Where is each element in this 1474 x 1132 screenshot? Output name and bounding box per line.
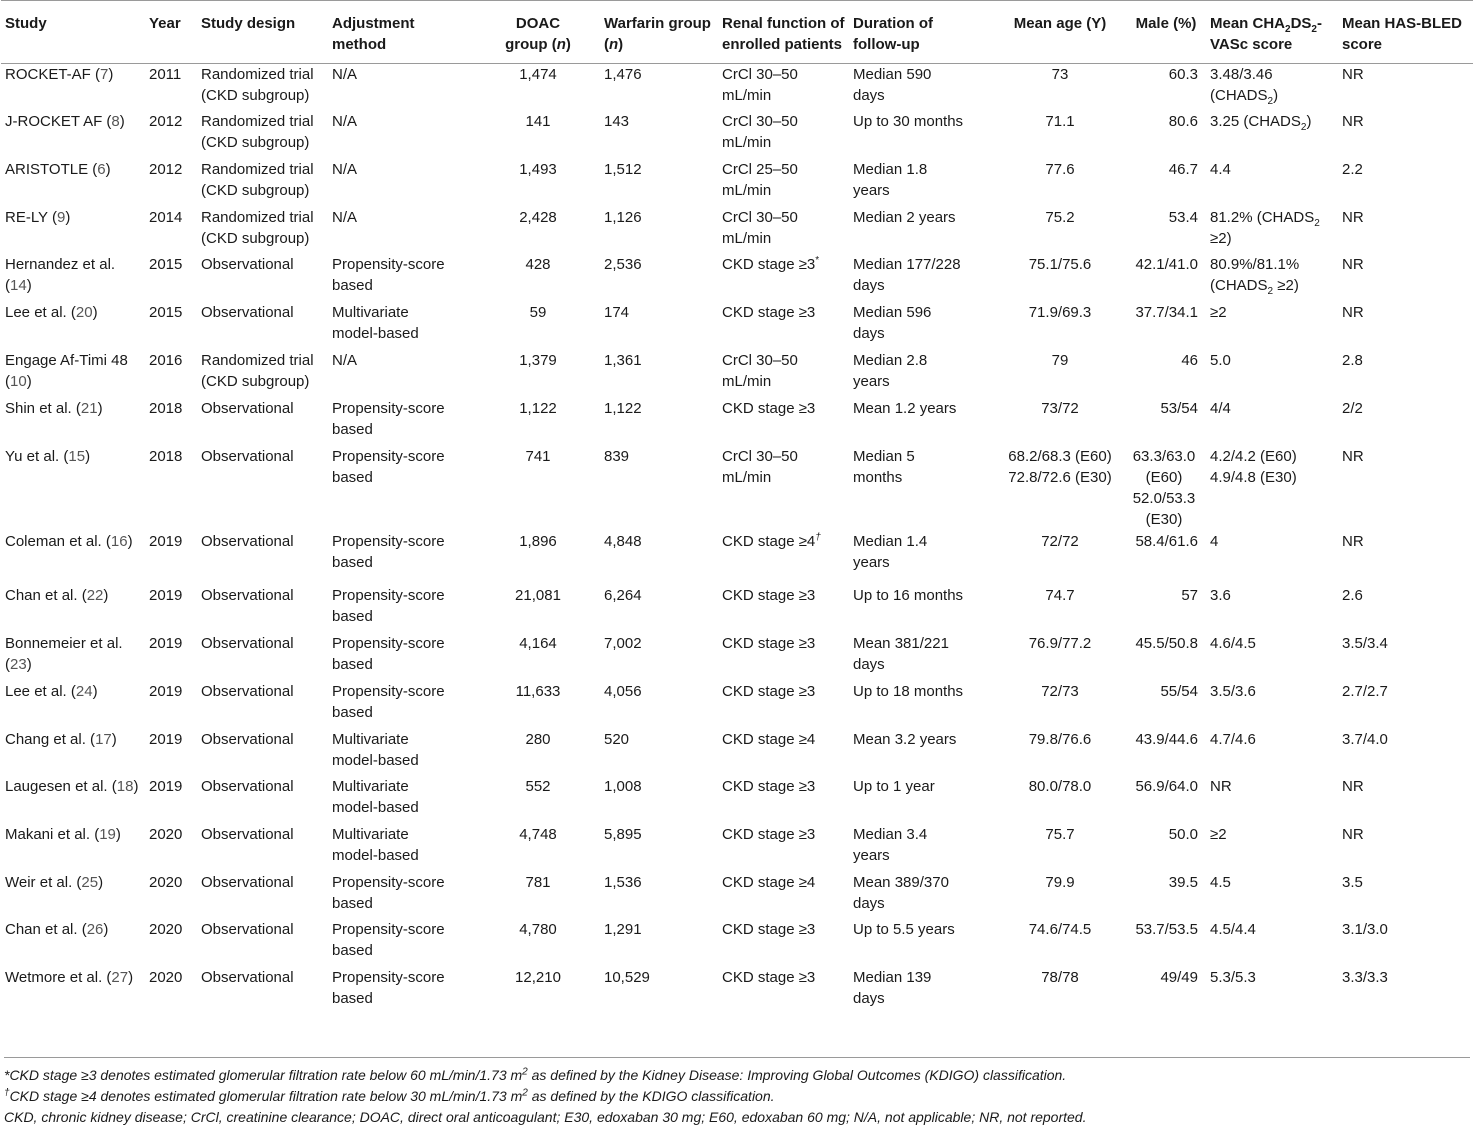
cell-renal-function: CKD stage ≥4 <box>722 873 816 891</box>
cell-mean-age: 72/73 <box>1041 682 1079 700</box>
cell-doac-n: 1,379 <box>519 351 557 369</box>
cell-follow-up: Median 2.8 years <box>853 351 928 390</box>
cell-warfarin-n: 1,361 <box>604 351 642 369</box>
table-header-row <box>1 1 1473 64</box>
cell-study-design: Randomized trial (CKD subgroup) <box>201 66 314 104</box>
table-row <box>1 872 1473 919</box>
cell-cha2ds2-vasc: 4.2/4.2 (E60) 4.9/4.8 (E30) <box>1210 447 1297 486</box>
cell-study: Yu et al. (15) <box>5 447 91 465</box>
cell-renal-function: CrCl 30–50 mL/min <box>722 208 798 247</box>
cell-study-design: Observational <box>201 920 294 938</box>
cell-year: 2015 <box>149 255 183 273</box>
study-characteristics-table <box>1 0 1473 1015</box>
cell-adjustment-method: Propensity-score based <box>332 682 445 721</box>
cell-has-bled: 3.3/3.3 <box>1342 968 1388 986</box>
table-body <box>1 64 1473 1015</box>
cell-year: 2019 <box>149 634 183 652</box>
footnote-abbreviations: CKD, chronic kidney disease; CrCl, creatinine clearance; DOAC, direct oral anticoagulant; E30, edoxaban 30 mg; E60, edoxaban 60 mg; N/A, not applicable; NR, not reported. <box>4 1109 1087 1125</box>
header-doac-group: DOAC group (n) <box>488 1 588 64</box>
cell-mean-age: 71.1 <box>1045 112 1075 130</box>
cell-doac-n: 280 <box>525 730 551 748</box>
cell-has-bled: NR <box>1342 532 1364 550</box>
cell-adjustment-method: Propensity-score based <box>332 399 445 438</box>
cell-mean-age: 79.9 <box>1045 873 1075 891</box>
cell-study: Engage Af-Timi 48 (10) <box>5 351 128 390</box>
cell-male-pct: 43.9/44.6 <box>1135 730 1198 748</box>
cell-male-pct: 46.7 <box>1168 160 1198 178</box>
cell-adjustment-method: Multivariate model-based <box>332 730 419 769</box>
cell-cha2ds2-vasc: 4 <box>1210 532 1219 550</box>
cell-male-pct: 56.9/64.0 <box>1135 777 1198 795</box>
cell-warfarin-n: 839 <box>604 447 630 465</box>
cell-has-bled: 2.2 <box>1342 160 1363 178</box>
cell-warfarin-n: 1,122 <box>604 399 642 417</box>
cell-study: ROCKET-AF (7) <box>5 66 114 83</box>
header-adjustment-method: Adjustment method <box>328 1 488 64</box>
cell-renal-function: CKD stage ≥3* <box>722 254 820 273</box>
cell-study-design: Randomized trial (CKD subgroup) <box>201 160 314 199</box>
cell-cha2ds2-vasc: 5.0 <box>1210 351 1231 369</box>
cell-doac-n: 552 <box>525 777 551 795</box>
table-row <box>1 824 1473 872</box>
cell-year: 2019 <box>149 682 183 700</box>
cell-doac-n: 741 <box>525 447 551 465</box>
cell-study-design: Randomized trial (CKD subgroup) <box>201 112 314 151</box>
cell-follow-up: Mean 389/370 days <box>853 873 949 912</box>
cell-study: Hernandez et al. (14) <box>5 255 116 294</box>
cell-male-pct: 53.4 <box>1168 208 1198 226</box>
cell-mean-age: 75.1/75.6 <box>1028 255 1092 273</box>
cell-year: 2015 <box>149 303 183 321</box>
cell-study-design: Observational <box>201 634 294 652</box>
cell-male-pct: 55/54 <box>1160 682 1198 700</box>
cell-cha2ds2-vasc: 3.48/3.46 $(CHADS_2)$ <box>1210 66 1279 107</box>
cell-follow-up: Median 5 months <box>853 447 915 486</box>
cell-mean-age: 78/78 <box>1041 968 1079 986</box>
cell-study-design: Observational <box>201 825 294 843</box>
cell-adjustment-method: N/A <box>332 351 358 369</box>
cell-has-bled: 3.1/3.0 <box>1342 920 1388 938</box>
cell-study: Weir et al. (25) <box>5 873 104 891</box>
cell-study: Coleman et al. (16) <box>5 532 133 550</box>
cell-doac-n: 1,896 <box>519 532 557 550</box>
cell-follow-up: Median 590 days <box>853 66 932 104</box>
cell-doac-n: 59 <box>529 303 547 321</box>
cell-cha2ds2-vasc: 5.3/5.3 <box>1210 968 1256 986</box>
table-row <box>1 302 1473 350</box>
cell-adjustment-method: Propensity-score based <box>332 532 445 571</box>
cell-year: 2016 <box>149 351 183 369</box>
cell-male-pct: 53/54 <box>1160 399 1198 417</box>
cell-warfarin-n: 6,264 <box>604 586 642 604</box>
table-footnotes <box>4 1057 1470 1128</box>
cell-follow-up: Mean 1.2 years <box>853 399 957 417</box>
cell-follow-up: Up to 18 months <box>853 682 964 700</box>
cell-cha2ds2-vasc: ≥2 <box>1210 303 1227 321</box>
cell-adjustment-method: Multivariate model-based <box>332 303 419 342</box>
cell-cha2ds2-vasc: 4.4 <box>1210 160 1231 178</box>
cell-follow-up: Median 1.8 years <box>853 160 928 199</box>
cell-warfarin-n: 2,536 <box>604 255 642 273</box>
cell-year: 2018 <box>149 447 183 465</box>
cell-doac-n: 4,164 <box>519 634 557 652</box>
cell-doac-n: 1,474 <box>519 66 557 83</box>
cell-cha2ds2-vasc: 4.5 <box>1210 873 1231 891</box>
cell-warfarin-n: 1,008 <box>604 777 642 795</box>
cell-adjustment-method: N/A <box>332 112 358 130</box>
table-row <box>1 967 1473 1015</box>
cell-has-bled: NR <box>1342 112 1364 130</box>
cell-year: 2018 <box>149 399 183 417</box>
cell-warfarin-n: 174 <box>604 303 630 321</box>
cell-adjustment-method: Propensity-score based <box>332 255 445 294</box>
table-row <box>1 585 1473 633</box>
cell-study: J-ROCKET AF (8) <box>5 112 125 130</box>
cell-mean-age: 75.2 <box>1045 208 1075 226</box>
cell-renal-function: CKD stage ≥3 <box>722 634 816 652</box>
header-cha2ds2-vasc: Mean $CHA_2DS_2$-VASc score <box>1206 1 1338 64</box>
cell-doac-n: 12,210 <box>515 968 561 986</box>
cell-study: Makani et al. (19) <box>5 825 121 843</box>
header-study: Study <box>1 1 145 64</box>
cell-renal-function: CKD stage ≥3 <box>722 920 816 938</box>
header-duration: Duration of follow-up <box>849 1 994 64</box>
cell-follow-up: Up to 1 year <box>853 777 935 795</box>
cell-warfarin-n: 4,056 <box>604 682 642 700</box>
cell-cha2ds2-vasc: 4.6/4.5 <box>1210 634 1256 652</box>
cell-study: RE-LY (9) <box>5 208 71 226</box>
cell-year: 2020 <box>149 873 183 891</box>
cell-doac-n: 4,780 <box>519 920 557 938</box>
cell-renal-function: CKD stage ≥4 <box>722 730 816 748</box>
footnote-ckd-stage-4: †CKD stage ≥4 denotes estimated glomerular filtration rate below 30 mL/min/1.73 $m^2$ as defined by the KDIGO classification. <box>4 1087 775 1104</box>
cell-follow-up: Mean 3.2 years <box>853 730 957 748</box>
cell-male-pct: 60.3 <box>1168 66 1198 83</box>
cell-renal-function: CrCl 30–50 mL/min <box>722 351 798 390</box>
header-has-bled: Mean HAS-BLED score <box>1338 1 1473 64</box>
cell-adjustment-method: Multivariate model-based <box>332 825 419 864</box>
cell-year: 2020 <box>149 968 183 986</box>
cell-study: Lee et al. (20) <box>5 303 98 321</box>
cell-adjustment-method: N/A <box>332 160 358 178</box>
cell-study-design: Observational <box>201 255 294 273</box>
header-renal-function: Renal function of enrolled patients <box>718 1 849 64</box>
cell-has-bled: 3.5/3.4 <box>1342 634 1388 652</box>
cell-renal-function: CrCl 30–50 mL/min <box>722 112 798 151</box>
cell-renal-function: CKD stage ≥4† <box>722 531 821 550</box>
cell-cha2ds2-vasc: 4/4 <box>1210 399 1231 417</box>
cell-adjustment-method: Propensity-score based <box>332 447 445 486</box>
cell-cha2ds2-vasc: NR <box>1210 777 1232 795</box>
cell-adjustment-method: N/A <box>332 208 358 226</box>
cell-follow-up: Median 2 years <box>853 208 956 226</box>
cell-warfarin-n: 143 <box>604 112 630 130</box>
cell-renal-function: CKD stage ≥3 <box>722 682 816 700</box>
cell-warfarin-n: 1,476 <box>604 66 642 83</box>
table-row <box>1 254 1473 302</box>
cell-doac-n: 141 <box>525 112 551 130</box>
cell-mean-age: 73 <box>1051 66 1069 83</box>
cell-male-pct: 58.4/61.6 <box>1135 532 1198 550</box>
cell-doac-n: 1,122 <box>519 399 557 417</box>
cell-male-pct: 63.3/63.0 (E60) 52.0/53.3 (E30) <box>1132 447 1196 528</box>
table-row <box>1 531 1473 585</box>
cell-follow-up: Median 177/228 days <box>853 255 961 294</box>
cell-follow-up: Median 596 days <box>853 303 932 342</box>
cell-year: 2020 <box>149 920 183 938</box>
cell-warfarin-n: 4,848 <box>604 532 642 550</box>
cell-study-design: Observational <box>201 447 294 465</box>
cell-has-bled: NR <box>1342 66 1364 83</box>
cell-has-bled: NR <box>1342 825 1364 843</box>
cell-study-design: Observational <box>201 532 294 550</box>
cell-renal-function: CKD stage ≥3 <box>722 777 816 795</box>
cell-mean-age: 77.6 <box>1045 160 1075 178</box>
cell-year: 2012 <box>149 112 183 130</box>
cell-study: Chan et al. (26) <box>5 920 109 938</box>
cell-renal-function: CKD stage ≥3 <box>722 586 816 604</box>
table-row <box>1 398 1473 446</box>
cell-year: 2014 <box>149 208 183 226</box>
cell-male-pct: 80.6 <box>1168 112 1198 130</box>
cell-study: Shin et al. (21) <box>5 399 103 417</box>
table-row <box>1 350 1473 398</box>
cell-renal-function: CrCl 30–50 mL/min <box>722 66 798 104</box>
header-male: Male (%) <box>1126 1 1206 64</box>
cell-cha2ds2-vasc: 4.5/4.4 <box>1210 920 1256 938</box>
cell-study-design: Randomized trial (CKD subgroup) <box>201 208 314 247</box>
cell-warfarin-n: 7,002 <box>604 634 642 652</box>
cell-doac-n: 4,748 <box>519 825 557 843</box>
cell-study: Chang et al. (17) <box>5 730 117 748</box>
cell-has-bled: 3.5 <box>1342 873 1363 891</box>
cell-year: 2019 <box>149 586 183 604</box>
cell-male-pct: 42.1/41.0 <box>1135 255 1198 273</box>
cell-study-design: Observational <box>201 777 294 795</box>
cell-mean-age: 80.0/78.0 <box>1028 777 1092 795</box>
cell-year: 2019 <box>149 777 183 795</box>
cell-year: 2019 <box>149 532 183 550</box>
cell-cha2ds2-vasc: 3.5/3.6 <box>1210 682 1256 700</box>
table-row <box>1 681 1473 729</box>
cell-follow-up: Median 3.4 years <box>853 825 928 864</box>
cell-adjustment-method: Multivariate model-based <box>332 777 419 816</box>
cell-doac-n: 1,493 <box>519 160 557 178</box>
cell-mean-age: 74.7 <box>1045 586 1075 604</box>
cell-warfarin-n: 520 <box>604 730 630 748</box>
cell-has-bled: 2.7/2.7 <box>1342 682 1388 700</box>
table-row <box>1 446 1473 531</box>
cell-renal-function: CrCl 30–50 mL/min <box>722 447 798 486</box>
cell-mean-age: 73/72 <box>1041 399 1079 417</box>
cell-study: Lee et al. (24) <box>5 682 98 700</box>
cell-cha2ds2-vasc: 3.25 $(CHADS_2)$ <box>1210 112 1312 133</box>
cell-follow-up: Up to 30 months <box>853 112 964 130</box>
cell-mean-age: 74.6/74.5 <box>1028 920 1092 938</box>
cell-adjustment-method: Propensity-score based <box>332 968 445 1007</box>
cell-study: Bonnemeier et al. (23) <box>5 634 123 673</box>
cell-male-pct: 57 <box>1181 586 1198 604</box>
table-row <box>1 111 1473 159</box>
cell-renal-function: CKD stage ≥3 <box>722 968 816 986</box>
header-mean-age: Mean age (Y) <box>994 1 1126 64</box>
cell-warfarin-n: 1,512 <box>604 160 642 178</box>
cell-has-bled: NR <box>1342 777 1364 795</box>
cell-warfarin-n: 1,126 <box>604 208 642 226</box>
cell-male-pct: 49/49 <box>1160 968 1198 986</box>
cell-study-design: Observational <box>201 968 294 986</box>
cell-study-design: Observational <box>201 730 294 748</box>
cell-has-bled: NR <box>1342 447 1364 465</box>
cell-adjustment-method: N/A <box>332 66 358 83</box>
cell-male-pct: 53.7/53.5 <box>1135 920 1198 938</box>
cell-follow-up: Median 139 days <box>853 968 932 1007</box>
cell-mean-age: 72/72 <box>1041 532 1079 550</box>
cell-male-pct: 45.5/50.8 <box>1135 634 1198 652</box>
cell-adjustment-method: Propensity-score based <box>332 873 445 912</box>
cell-study: Laugesen et al. (18) <box>5 777 139 795</box>
cell-male-pct: 39.5 <box>1168 873 1198 891</box>
cell-follow-up: Up to 5.5 years <box>853 920 955 938</box>
cell-study-design: Randomized trial (CKD subgroup) <box>201 351 314 390</box>
cell-renal-function: CrCl 25–50 mL/min <box>722 160 798 199</box>
cell-adjustment-method: Propensity-score based <box>332 634 445 673</box>
cell-doac-n: 2,428 <box>519 208 557 226</box>
cell-study-design: Observational <box>201 586 294 604</box>
cell-renal-function: CKD stage ≥3 <box>722 303 816 321</box>
cell-cha2ds2-vasc: ≥2 <box>1210 825 1227 843</box>
table-row <box>1 776 1473 824</box>
cell-has-bled: 2.8 <box>1342 351 1363 369</box>
cell-warfarin-n: 5,895 <box>604 825 642 843</box>
cell-cha2ds2-vasc: 81.2% $(CHADS_2 \ge 2)$ <box>1210 208 1320 247</box>
header-year: Year <box>145 1 197 64</box>
cell-has-bled: NR <box>1342 255 1364 273</box>
cell-year: 2019 <box>149 730 183 748</box>
cell-warfarin-n: 1,291 <box>604 920 642 938</box>
cell-study-design: Observational <box>201 303 294 321</box>
table-row <box>1 159 1473 207</box>
cell-warfarin-n: 1,536 <box>604 873 642 891</box>
cell-study-design: Observational <box>201 399 294 417</box>
cell-follow-up: Up to 16 months <box>853 586 964 604</box>
cell-male-pct: 37.7/34.1 <box>1135 303 1198 321</box>
table-row <box>1 633 1473 681</box>
table-row <box>1 729 1473 776</box>
cell-mean-age: 79.8/76.6 <box>1028 730 1092 748</box>
cell-has-bled: NR <box>1342 303 1364 321</box>
cell-study: Wetmore et al. (27) <box>5 968 134 986</box>
cell-doac-n: 428 <box>525 255 551 273</box>
cell-adjustment-method: Propensity-score based <box>332 586 445 625</box>
cell-cha2ds2-vasc: 3.6 <box>1210 586 1231 604</box>
cell-study-design: Observational <box>201 682 294 700</box>
cell-male-pct: 50.0 <box>1168 825 1198 843</box>
cell-study: ARISTOTLE (6) <box>5 160 111 178</box>
cell-mean-age: 75.7 <box>1045 825 1075 843</box>
cell-doac-n: 11,633 <box>515 682 561 700</box>
table-row <box>1 64 1473 111</box>
cell-doac-n: 781 <box>525 873 551 891</box>
cell-cha2ds2-vasc: 4.7/4.6 <box>1210 730 1256 748</box>
cell-male-pct: 46 <box>1181 351 1198 369</box>
cell-warfarin-n: 10,529 <box>604 968 650 986</box>
cell-year: 2020 <box>149 825 183 843</box>
footnote-ckd-stage-3: *CKD stage ≥3 denotes estimated glomerular filtration rate below 60 mL/min/1.73 $m^2$ as defined by the Kidney Disease: Improving Global Outcomes (KDIGO) classification. <box>4 1066 1067 1083</box>
cell-has-bled: 2.6 <box>1342 586 1363 604</box>
cell-mean-age: 71.9/69.3 <box>1028 303 1092 321</box>
cell-follow-up: Mean 381/221 days <box>853 634 949 673</box>
cell-year: 2012 <box>149 160 183 178</box>
table-row <box>1 207 1473 254</box>
cell-cha2ds2-vasc: 80.9%/81.1% $(CHADS_2 \ge 2)$ <box>1210 255 1300 297</box>
cell-doac-n: 21,081 <box>515 586 561 604</box>
cell-adjustment-method: Propensity-score based <box>332 920 445 959</box>
header-study-design: Study design <box>197 1 328 64</box>
cell-mean-age: 76.9/77.2 <box>1028 634 1092 652</box>
header-warfarin-group: Warfarin group (n) <box>588 1 718 64</box>
cell-renal-function: CKD stage ≥3 <box>722 825 816 843</box>
table-row <box>1 919 1473 967</box>
cell-year: 2011 <box>149 66 182 83</box>
cell-has-bled: NR <box>1342 208 1364 226</box>
cell-study: Chan et al. (22) <box>5 586 109 604</box>
cell-has-bled: 3.7/4.0 <box>1342 730 1388 748</box>
cell-renal-function: CKD stage ≥3 <box>722 399 816 417</box>
cell-follow-up: Median 1.4 years <box>853 532 928 571</box>
cell-study-design: Observational <box>201 873 294 891</box>
cell-has-bled: 2/2 <box>1342 399 1363 417</box>
cell-mean-age: 68.2/68.3 (E60) 72.8/72.6 (E30) <box>1008 447 1112 486</box>
cell-mean-age: 79 <box>1051 351 1069 369</box>
